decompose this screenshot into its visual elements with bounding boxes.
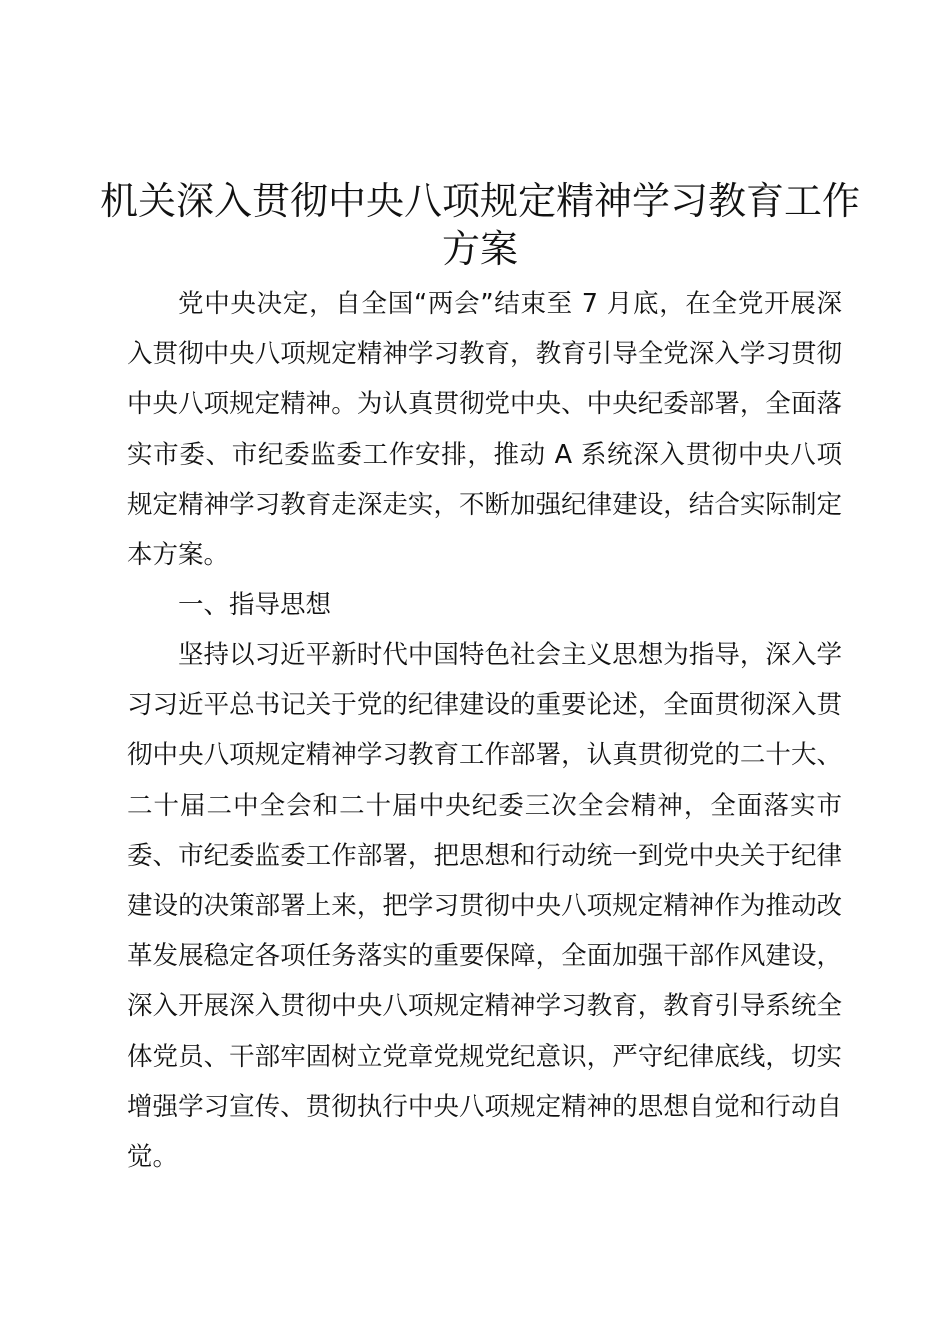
document-title: 机关深入贯彻中央八项规定精神学习教育工作方案 — [100, 179, 861, 271]
section-heading: 一、指导思想 — [178, 590, 332, 620]
section-paragraph: 坚持以习近平新时代中国特色社会主义思想为指导，深入学习习近平总书记关于党的纪律建设的重要论述，全面贯彻深入贯彻中央八项规定精神学习教育工作部署，认真贯彻党的二十大、二十届二中全会和二十届中央纪委三次全会精神，全面落实市委、市纪委监委工作部署，把思想和行动统一到党中央关于纪律建设的决策部署上来，把学习贯彻中央八项规定精神作为推动改革发展稳定各项任务落实的重要保障，全面加强干部作风建设，深入开展深入贯彻中央八项规定精神学习教育，教育引导系统全体党员、干部牢固树立党章党规党纪意识，严守纪律底线，切实增强学习宣传、贯彻执行中央八项规定精神的思想自觉和行动自觉。 — [127, 640, 842, 1173]
intro-paragraph: 党中央决定，自全国“两会”结束至 7 月底，在全党开展深入贯彻中央八项规定精神学习教育，教育引导全党深入学习贯彻中央八项规定精神。为认真贯彻党中央、中央纪委部署，全面落实市委、市纪委监委工作安排，推动 A 系统深入贯彻中央八项规定精神学习教育走深走实，不断加强纪律建设，结合实际制定本方案。 — [127, 289, 842, 571]
